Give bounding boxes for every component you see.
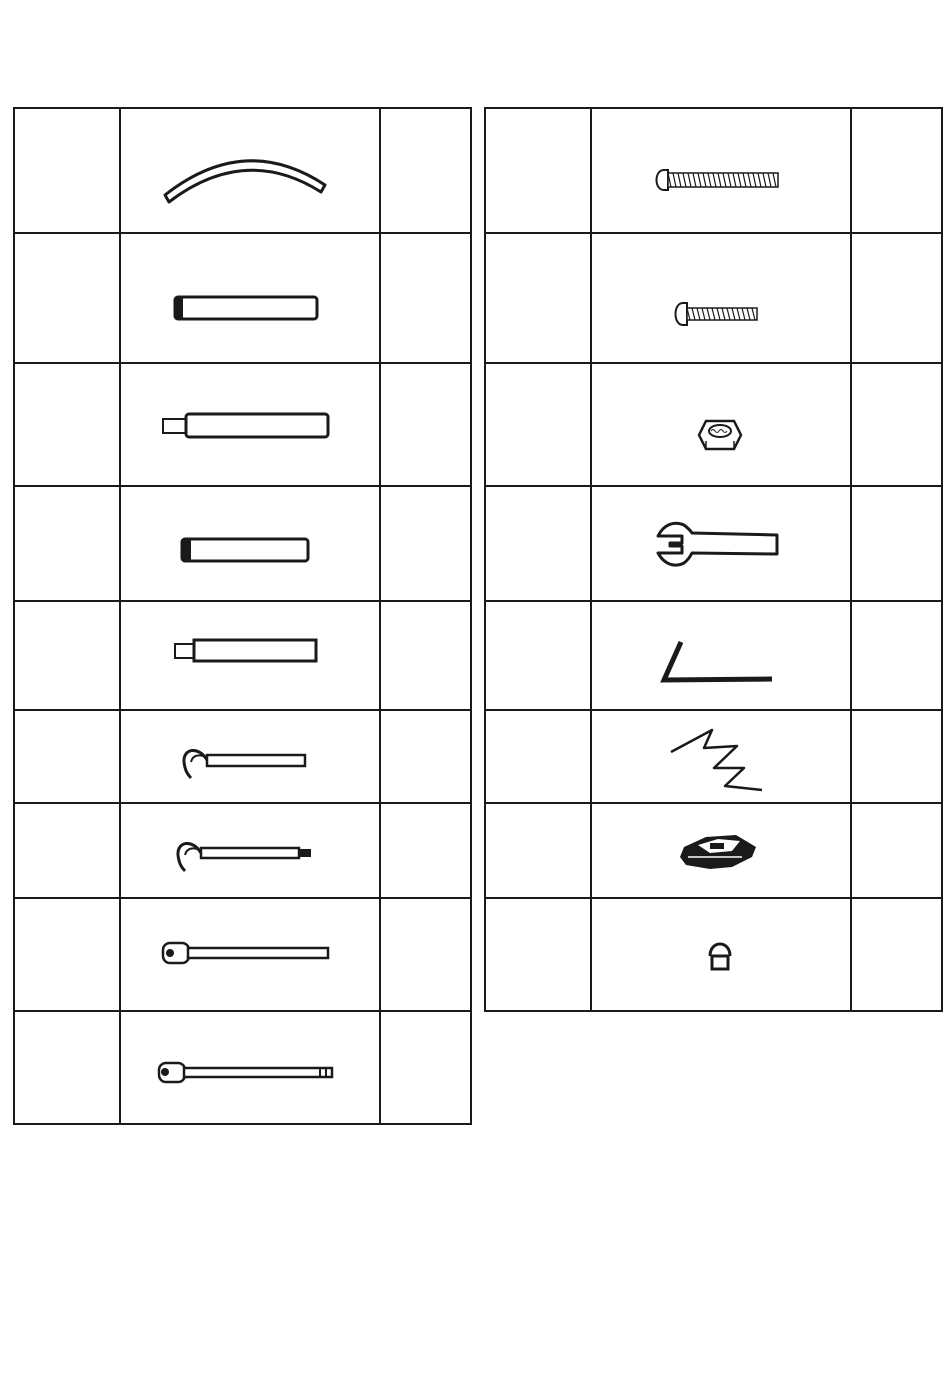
part-id-cell xyxy=(14,233,120,363)
table-row xyxy=(14,486,471,601)
short-tube-with-end-cap-icon xyxy=(121,488,379,599)
table-row xyxy=(14,233,471,363)
part-qty-cell xyxy=(851,486,942,601)
part-qty-cell xyxy=(380,710,471,803)
curved-tube-icon xyxy=(121,110,379,231)
table-row xyxy=(485,108,942,233)
short-bolt-icon xyxy=(592,235,850,361)
part-id-cell xyxy=(14,803,120,898)
tube-with-end-cap-icon xyxy=(121,235,379,361)
part-image-cell xyxy=(120,486,380,601)
table-row xyxy=(14,108,471,233)
part-qty-cell xyxy=(380,363,471,486)
part-id-cell xyxy=(485,486,591,601)
part-qty-cell xyxy=(380,233,471,363)
part-image-cell xyxy=(120,803,380,898)
part-qty-cell xyxy=(380,803,471,898)
eye-rod-icon xyxy=(121,900,379,1009)
part-id-cell xyxy=(14,363,120,486)
part-image-cell xyxy=(591,601,851,710)
part-image-cell xyxy=(591,710,851,803)
table-row xyxy=(485,898,942,1011)
hook-rod-with-tip-icon xyxy=(121,805,379,896)
part-id-cell xyxy=(485,803,591,898)
part-qty-cell xyxy=(380,486,471,601)
part-id-cell xyxy=(14,601,120,710)
end-cap-icon xyxy=(592,900,850,1009)
part-id-cell xyxy=(485,898,591,1011)
part-image-cell xyxy=(120,601,380,710)
wrench-icon xyxy=(592,488,850,599)
table-row xyxy=(485,486,942,601)
part-id-cell xyxy=(14,486,120,601)
part-id-cell xyxy=(14,1011,120,1124)
part-qty-cell xyxy=(851,108,942,233)
table-row xyxy=(485,363,942,486)
spring-icon xyxy=(592,712,850,801)
part-qty-cell xyxy=(380,1011,471,1124)
part-qty-cell xyxy=(851,710,942,803)
part-image-cell xyxy=(591,486,851,601)
part-qty-cell xyxy=(380,108,471,233)
part-id-cell xyxy=(485,233,591,363)
part-qty-cell xyxy=(851,233,942,363)
part-qty-cell xyxy=(380,601,471,710)
table-row xyxy=(14,363,471,486)
part-image-cell xyxy=(120,363,380,486)
part-id-cell xyxy=(14,108,120,233)
table-row xyxy=(485,803,942,898)
long-bolt-icon xyxy=(592,110,850,231)
allen-key-icon xyxy=(592,603,850,708)
part-image-cell xyxy=(120,710,380,803)
table-row xyxy=(14,601,471,710)
part-id-cell xyxy=(14,898,120,1011)
part-image-cell xyxy=(591,898,851,1011)
part-qty-cell xyxy=(851,898,942,1011)
table-row xyxy=(14,898,471,1011)
part-id-cell xyxy=(485,710,591,803)
table-row xyxy=(14,803,471,898)
short-tube-with-stepped-end-icon xyxy=(121,603,379,708)
part-qty-cell xyxy=(851,803,942,898)
part-id-cell xyxy=(485,601,591,710)
part-id-cell xyxy=(485,363,591,486)
part-image-cell xyxy=(591,233,851,363)
parts-table-left xyxy=(13,107,472,1125)
part-id-cell xyxy=(485,108,591,233)
part-qty-cell xyxy=(851,601,942,710)
part-qty-cell xyxy=(380,898,471,1011)
table-row xyxy=(14,1011,471,1124)
eye-rod-with-notched-end-icon xyxy=(121,1013,379,1122)
part-image-cell xyxy=(591,803,851,898)
part-qty-cell xyxy=(851,363,942,486)
tube-with-stepped-end-icon xyxy=(121,365,379,484)
hex-nut-icon xyxy=(592,365,850,484)
parts-table-right xyxy=(484,107,943,1012)
part-image-cell xyxy=(120,233,380,363)
part-image-cell xyxy=(591,363,851,486)
part-image-cell xyxy=(120,1011,380,1124)
part-id-cell xyxy=(14,710,120,803)
part-image-cell xyxy=(120,898,380,1011)
table-row xyxy=(485,233,942,363)
clip-icon xyxy=(592,805,850,896)
table-row xyxy=(485,601,942,710)
table-row xyxy=(14,710,471,803)
part-image-cell xyxy=(591,108,851,233)
part-image-cell xyxy=(120,108,380,233)
hook-rod-icon xyxy=(121,712,379,801)
table-row xyxy=(485,710,942,803)
